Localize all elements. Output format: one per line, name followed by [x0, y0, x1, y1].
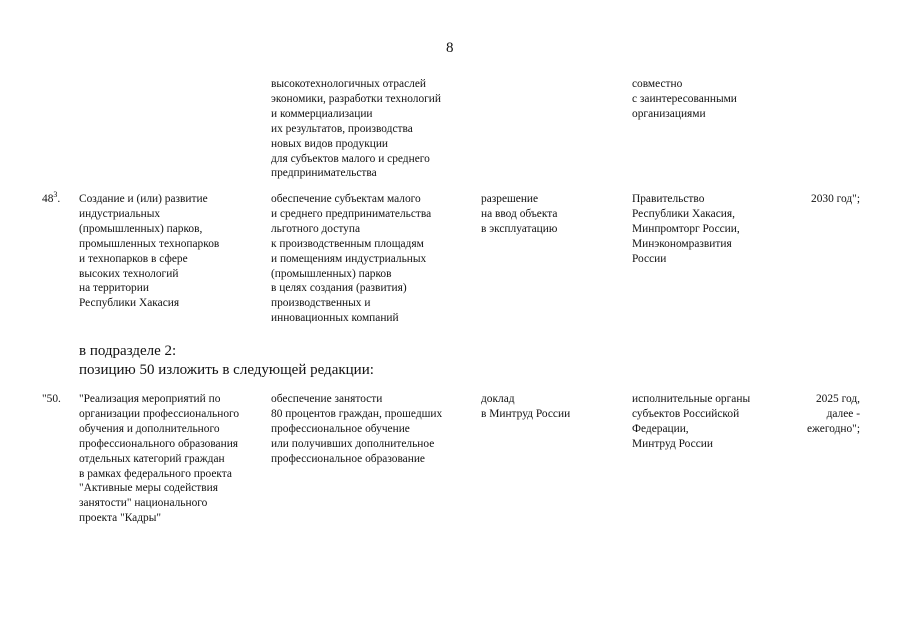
- row-48-name: Создание и (или) развитие индустриальных (промышленных) парков, промышленных технопарков и технопарков в сфере высоких технологий на территории Республики Хакасия: [79, 193, 220, 310]
- row-50-name: "Реализация мероприятий по организации профессионального обучения и дополнительного профессионального образования отдельных категорий граждан в рамках федерального проекта "Активные меры содействия занятости" национального проекта "Кадры": [79, 393, 240, 525]
- row-50-content: обеспечение занятости 80 процентов граждан, прошедших профессиональное обучение или получивших дополнительное профессиональное образование: [271, 393, 443, 465]
- row-48-content: обеспечение субъектам малого и среднего предпринимательства льготного доступа к производственным площадям и помещениям индустриальных (промышленных) парков в целях создания (развития) производственных и инновационных компаний: [271, 193, 432, 325]
- instruction-line-2: позицию 50 изложить в следующей редакции:: [79, 362, 374, 378]
- continuation-executor: совместно с заинтересованными организациями: [632, 78, 737, 120]
- row-48-number-sup: 3: [53, 190, 58, 200]
- row-50-deadline: 2025 год, далее - ежегодно";: [807, 393, 860, 435]
- page-number: 8: [446, 40, 454, 56]
- row-48-number-main: 48: [42, 193, 54, 205]
- row-48-number: [42, 192, 60, 207]
- row-48-executor: Правительство Республики Хакасия, Минпромторг России, Минэкономразвития России: [632, 193, 740, 265]
- row-50-result: доклад в Минтруд России: [481, 393, 571, 420]
- row-48-number-suffix: .: [57, 193, 61, 205]
- row-48-result: разрешение на ввод объекта в эксплуатацию: [481, 193, 558, 235]
- row-50-executor: исполнительные органы субъектов Российской Федерации, Минтруд России: [632, 393, 751, 450]
- continuation-content: высокотехнологичных отраслей экономики, разработки технологий и коммерциализации их результатов, производства новых видов продукции для субъектов малого и среднего предпринимательства: [271, 78, 442, 180]
- row-48-deadline: 2030 год";: [811, 193, 860, 205]
- instruction-line-1: в подразделе 2:: [79, 343, 177, 359]
- row-50-number: "50.: [42, 393, 61, 405]
